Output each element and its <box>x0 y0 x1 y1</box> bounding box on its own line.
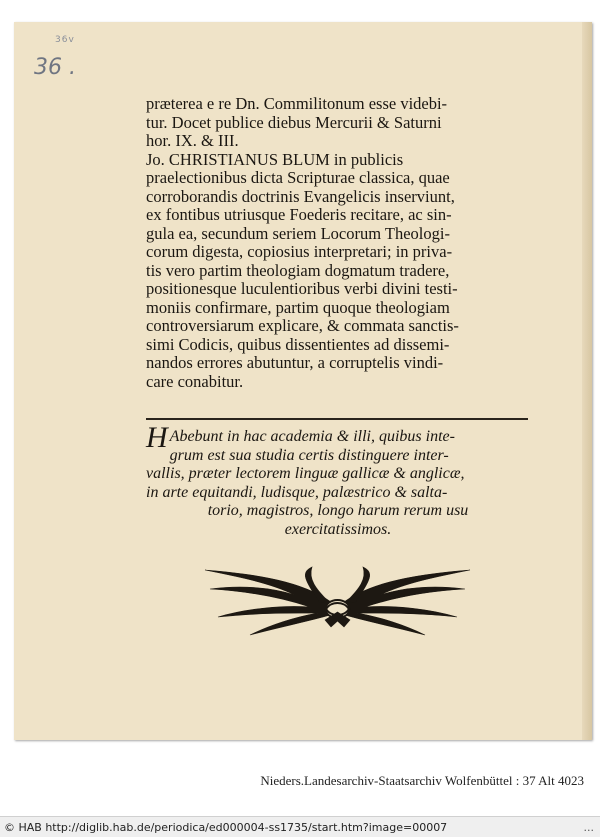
text-line: praelectionibus dicta Scripturae classica, quae <box>146 168 450 187</box>
drop-cap: H <box>146 421 168 454</box>
archive-caption: Nieders.Landesarchiv-Staatsarchiv Wolfenbüttel : 37 Alt 4023 <box>260 773 584 788</box>
copyright-link[interactable]: © HAB http://diglib.hab.de/periodica/ed000004-ss1735/start.htm?image=00007 <box>4 820 448 834</box>
notice-line: Abebunt in hac academia & illi, quibus inte- <box>169 428 455 445</box>
notice-line: in arte equitandi, ludisque, palæstrico & salta- <box>146 483 448 501</box>
more-icon[interactable]: ... <box>583 820 594 834</box>
text-line: corum digesta, copiosius interpretari; in priva- <box>146 242 453 261</box>
main-text <box>146 95 526 391</box>
text-line: corroborandis doctrinis Evangelicis inserviunt, <box>146 186 455 206</box>
notice-line: exercitatissimos. <box>284 520 392 538</box>
text-line: præterea e re Dn. Commilitonum esse videbi- <box>146 94 448 113</box>
text-line: care conabitur. <box>146 371 244 391</box>
notice-paragraph <box>146 421 530 539</box>
page-edge <box>582 22 592 740</box>
notice-line: vallis, præter lectorem linguæ gallicæ & anglicæ, <box>146 465 465 482</box>
text-line: tur. Docet publice diebus Mercurii & Saturni <box>146 112 442 132</box>
text-line: moniis confirmare, partim quoque theologiam <box>146 297 450 317</box>
text-line: Jo. CHRISTIANUS BLUM in publicis <box>146 149 404 169</box>
text-line: nandos errores abutuntur, a corruptelis vindi- <box>146 353 444 372</box>
pencil-mark: 36v <box>55 35 75 45</box>
archive-caption-box <box>182 766 594 796</box>
notice-line: grum est sua studia certis distinguere inter- <box>169 446 449 464</box>
footer-bar <box>0 816 600 837</box>
section-divider <box>146 418 528 420</box>
text-line: simi Codicis, quibus dissentientes ad dissemi- <box>146 334 450 354</box>
text-line: tis vero partim theologiam dogmatum tradere, <box>146 260 450 280</box>
leaf-ornament-icon <box>200 565 475 640</box>
text-line: hor. IX. & III. <box>146 131 239 150</box>
text-line: controversiarum explicare, & commata sanctis- <box>146 316 459 335</box>
text-line: positionesque luculentioribus verbi divini testi- <box>146 279 458 298</box>
notice-line: torio, magistros, longo harum rerum usu <box>207 502 469 519</box>
text-line: ex fontibus utriusque Foederis recitare, ac sin- <box>146 205 452 224</box>
folio-number: 36 . <box>34 55 76 80</box>
text-line: gula ea, secundum seriem Locorum Theologi- <box>146 223 450 243</box>
